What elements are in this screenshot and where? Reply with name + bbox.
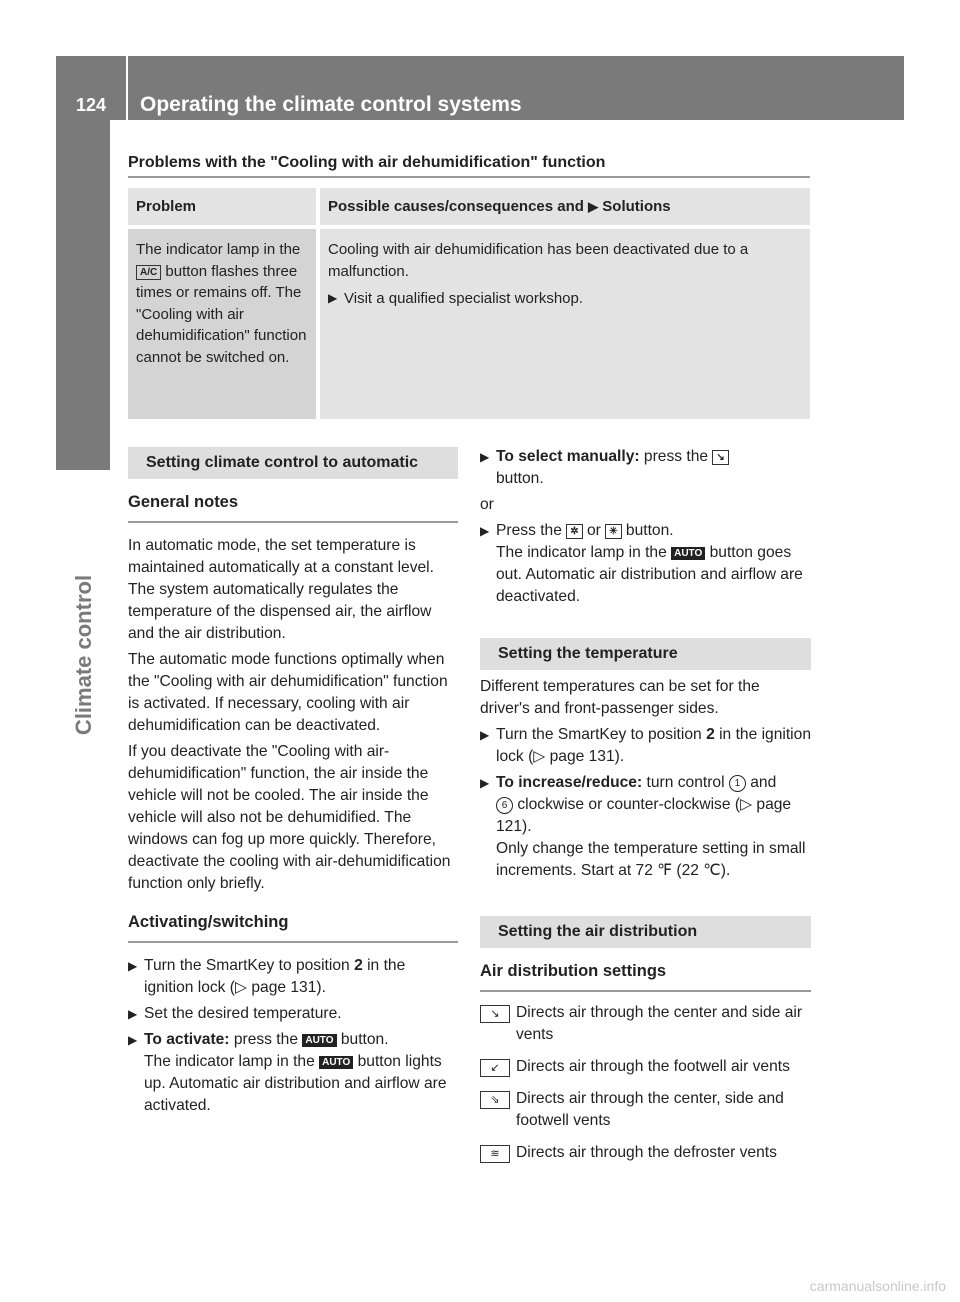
solution-step: ▶ Visit a qualified specialist workshop. xyxy=(328,288,802,310)
control-6-icon: 6 xyxy=(496,797,513,814)
paragraph: In automatic mode, the set temperature is maintained automatically at a constant level. The system automatically regulates the temperature of the dispensed air, the airflow and the air distribution. xyxy=(128,537,434,642)
page-title: Operating the climate control systems xyxy=(140,93,522,116)
problems-heading: Problems with the "Cooling with air dehumidification" function xyxy=(128,154,606,171)
defroster-vents-icon: ≋ xyxy=(480,1145,510,1163)
arrow-icon: ▶ xyxy=(128,959,138,973)
paragraph: If you deactivate the "Cooling with air-dehumidification" function, the air inside the vehicle will not be cooled. The air inside the vehicle will also not be dehumidified. The windows can fog up more quickly. Therefore, deactivate the cooling with air-dehumidification function only briefly. xyxy=(128,743,451,892)
page-header xyxy=(56,56,904,120)
fan-decrease-icon: ✳ xyxy=(605,524,621,539)
step: ▶ To activate: press the AUTO button. The indicator lamp in the AUTO button lights up. Automatic air distribution and airflow are activated. xyxy=(128,1031,447,1114)
ac-button-icon: A/C xyxy=(136,265,161,280)
arrow-icon: ▶ xyxy=(128,1033,138,1047)
footwell-vents-icon: ↙ xyxy=(480,1059,510,1077)
arrow-icon: ▶ xyxy=(128,1007,138,1021)
center-side-footwell-vents-icon: ⇘ xyxy=(480,1091,510,1109)
distribution-heading: Air distribution settings xyxy=(480,960,811,992)
arrow-icon: ▶ xyxy=(480,728,490,742)
page-number: 124 xyxy=(75,95,107,115)
auto-button-icon: AUTO xyxy=(671,547,705,560)
arrow-icon: ▶ xyxy=(480,450,490,464)
section-band-distribution: Setting the air distribution xyxy=(480,916,811,948)
activating-heading: Activating/switching xyxy=(128,911,458,943)
arrow-icon: ▶ xyxy=(328,291,338,305)
list-item: ↘ Directs air through the center and side air vents xyxy=(480,1002,811,1046)
header-divider xyxy=(126,56,128,120)
arrow-icon: ▶ xyxy=(480,524,490,538)
list-item: ⇘ Directs air through the center, side and footwell vents xyxy=(480,1088,811,1132)
air-distribution-button-icon: ↘ xyxy=(712,450,728,465)
problem-cell: The indicator lamp in the A/C button flashes three times or remains off. The "Cooling with air dehumidification" function cannot be switched on. xyxy=(128,229,320,419)
chapter-tab xyxy=(56,120,110,470)
section-band-temperature: Setting the temperature xyxy=(480,638,811,670)
center-side-vents-icon: ↘ xyxy=(480,1005,510,1023)
heading-rule xyxy=(128,176,810,178)
chapter-label: Climate control xyxy=(71,574,96,736)
col-problem: Problem xyxy=(128,188,320,229)
page-ref-icon: ▷ xyxy=(235,979,248,996)
cause-text: Cooling with air dehumidification has been deactivated due to a malfunction. xyxy=(328,241,749,280)
auto-button-icon: AUTO xyxy=(302,1034,336,1047)
step: ▶ Set the desired temperature. xyxy=(128,1003,458,1025)
general-notes-heading: General notes xyxy=(128,491,458,523)
watermark: carmanualsonline.info xyxy=(809,1278,946,1294)
paragraph: Different temperatures can be set for the driver's and front-passenger sides. xyxy=(480,678,760,717)
section-band-automatic: Setting climate control to automatic xyxy=(128,447,458,479)
step: ▶ To increase/reduce: turn control 1 and 6 clockwise or counter-clockwise (▷ page 121). Only change the temperature setting in small increments. Start at 72 ℉ (22 ℃). xyxy=(480,774,806,879)
control-1-icon: 1 xyxy=(729,775,746,792)
arrow-icon: ▶ xyxy=(480,776,490,790)
problems-table xyxy=(128,188,810,419)
arrow-icon: ▶ xyxy=(588,199,599,214)
fan-increase-icon: ✲ xyxy=(566,524,582,539)
list-item: ≋ Directs air through the defroster vents xyxy=(480,1142,811,1164)
page-ref-icon: ▷ xyxy=(533,748,546,765)
page-ref-icon: ▷ xyxy=(740,796,753,813)
paragraph: The automatic mode functions optimally when the "Cooling with air dehumidification" function is activated. If necessary, cooling with air dehumidification can be deactivated. xyxy=(128,651,448,734)
list-item: ↙ Directs air through the footwell air vents xyxy=(480,1056,811,1078)
or-text: or xyxy=(480,496,494,513)
step: ▶ To select manually: press the ↘ button. xyxy=(480,446,811,490)
step: ▶ Turn the SmartKey to position 2 in the ignition lock (▷ page 131). xyxy=(480,726,811,765)
cause-cell xyxy=(320,229,810,419)
col-causes: Possible causes/consequences and ▶ Solutions xyxy=(320,188,810,229)
auto-button-icon: AUTO xyxy=(319,1056,353,1069)
step: ▶ Press the ✲ or ✳ button. The indicator lamp in the AUTO button goes out. Automatic air distribution and airflow are deactivated. xyxy=(480,522,803,605)
right-column xyxy=(480,446,811,1164)
step: ▶ Turn the SmartKey to position 2 in the ignition lock (▷ page 131). xyxy=(128,957,406,996)
left-column xyxy=(128,447,458,1121)
